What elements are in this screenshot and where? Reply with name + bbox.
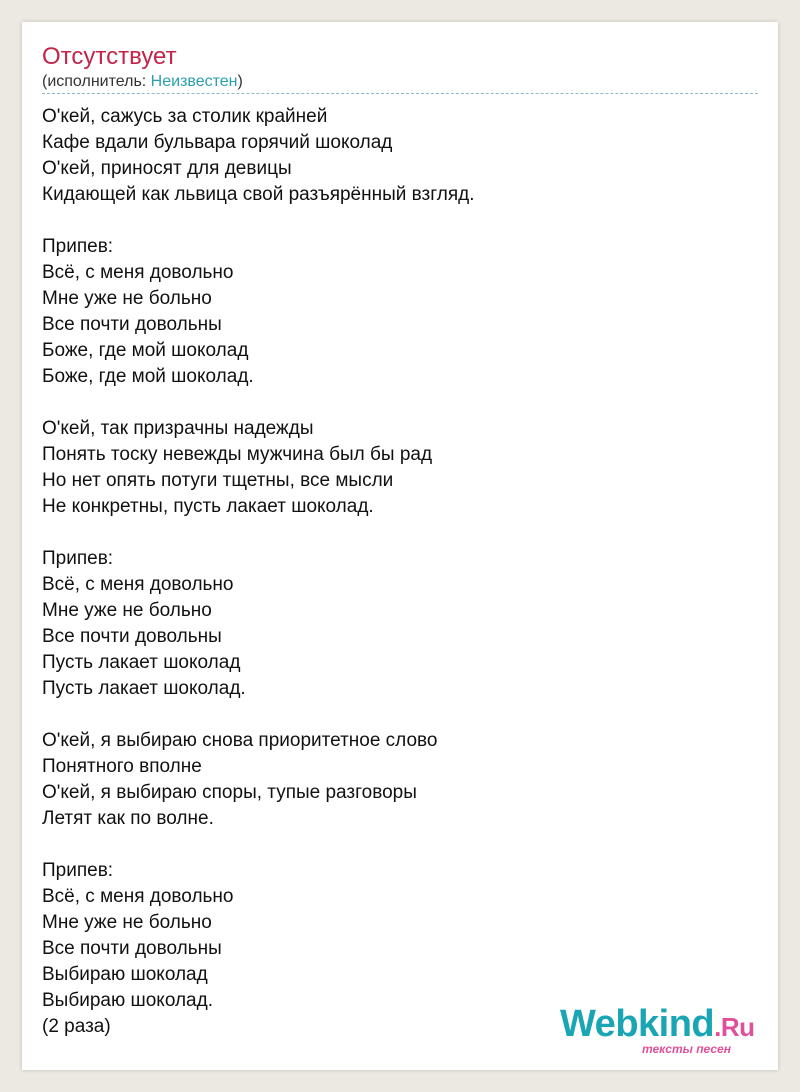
lyric-line: Пусть лакает шоколад xyxy=(42,652,241,673)
lyric-line: Выбираю шоколад xyxy=(42,964,208,985)
artist-line xyxy=(42,72,243,92)
lyric-line: (2 раза) xyxy=(42,1016,111,1037)
stanza-gap xyxy=(42,520,758,546)
artist-suffix: ) xyxy=(237,73,243,90)
lyrics-card xyxy=(22,22,778,1070)
stanza-gap xyxy=(42,390,758,416)
lyric-line: Понять тоску невежды мужчина был бы рад xyxy=(42,444,433,465)
lyric-line: O'кей, приносят для девицы xyxy=(42,158,292,179)
lyric-line: Всё, с меня довольно xyxy=(42,262,234,283)
lyric-line: O'кей, сажусь за столик крайней xyxy=(42,106,328,127)
lyric-line: Кидающей как львица свой разъярённый взгляд. xyxy=(42,184,475,205)
lyric-line: Кафе вдали бульвара горячий шоколад xyxy=(42,132,393,153)
lyric-line: Припев: xyxy=(42,548,114,569)
lyric-line: Понятного вполне xyxy=(42,756,202,777)
lyric-line: Всё, с меня довольно xyxy=(42,574,234,595)
lyric-line: Всё, с меня довольно xyxy=(42,886,234,907)
lyric-line: Летят как по волне. xyxy=(42,808,214,829)
lyric-line: Боже, где мой шоколад. xyxy=(42,366,254,387)
lyric-line: Припев: xyxy=(42,860,114,881)
lyric-line: Пусть лакает шоколад. xyxy=(42,678,246,699)
lyric-line: O'кей, я выбираю споры, тупые разговоры xyxy=(42,782,417,803)
lyric-line: Выбираю шоколад. xyxy=(42,990,213,1011)
lyric-line: O'кей, я выбираю снова приоритетное слово xyxy=(42,730,438,751)
lyric-line: Все почти довольны xyxy=(42,626,222,647)
logo-tld: .Ru xyxy=(714,1012,755,1042)
lyric-line: O'кей, так призрачны надежды xyxy=(42,418,314,439)
logo-tagline: тексты песен xyxy=(642,1042,731,1056)
lyric-line: Припев: xyxy=(42,236,114,257)
logo-main-text: Webkind xyxy=(560,1003,715,1045)
header-divider xyxy=(42,93,758,94)
stanza-gap xyxy=(42,832,758,858)
lyric-line: Боже, где мой шоколад xyxy=(42,340,249,361)
stanza-gap xyxy=(42,208,758,234)
lyric-line: Не конкретны, пусть лакает шоколад. xyxy=(42,496,374,517)
site-logo[interactable] xyxy=(560,1002,760,1056)
lyric-line: Все почти довольны xyxy=(42,938,222,959)
lyric-line: Мне уже не больно xyxy=(42,600,212,621)
lyric-line: Мне уже не больно xyxy=(42,288,212,309)
song-title: Отсутствует xyxy=(42,43,177,70)
lyric-line: Но нет опять потуги тщетны, все мысли xyxy=(42,470,394,491)
lyric-line: Мне уже не больно xyxy=(42,912,212,933)
lyric-line: Все почти довольны xyxy=(42,314,222,335)
artist-prefix: (исполнитель: xyxy=(42,73,151,90)
artist-link[interactable]: Неизвестен xyxy=(150,73,238,90)
lyrics-text xyxy=(42,104,758,1040)
stanza-gap xyxy=(42,702,758,728)
